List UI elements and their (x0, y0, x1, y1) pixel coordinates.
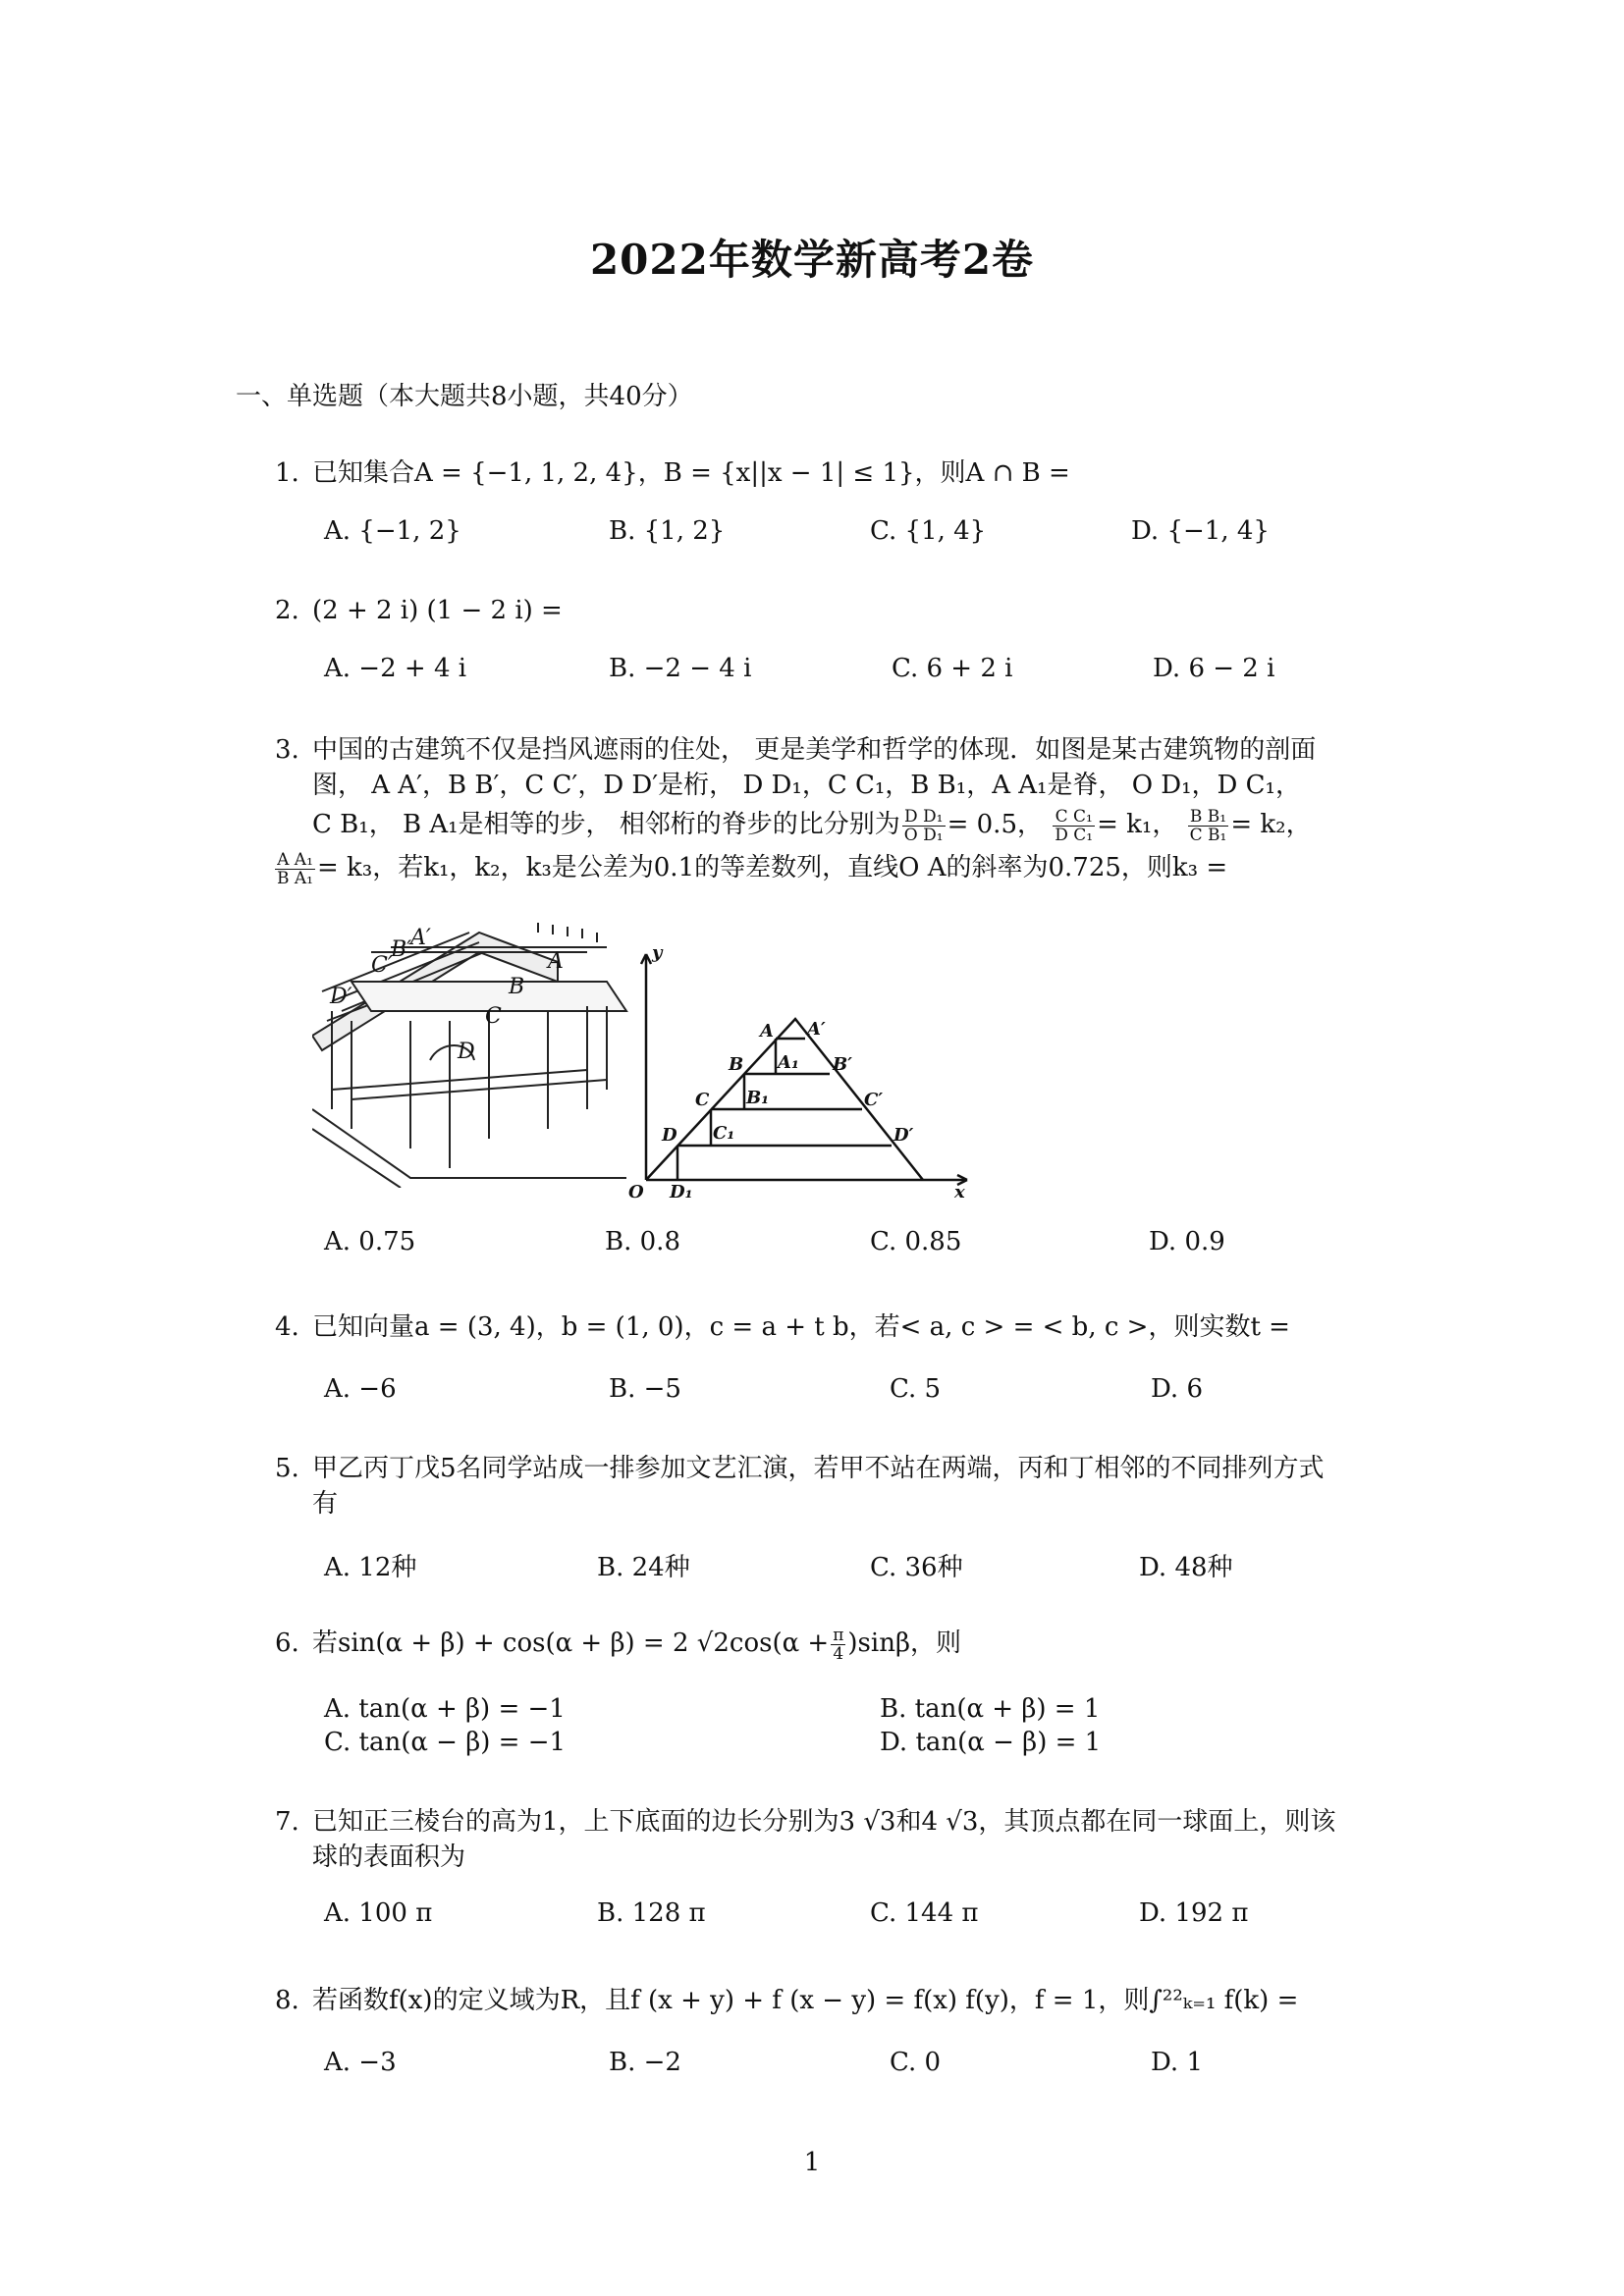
option-c: C. 36种 (870, 1553, 963, 1582)
question-stem-line-2: 球的表面积为 (312, 1842, 466, 1872)
stem-text: = k₂， (1230, 810, 1312, 839)
question-stem-line-1: 已知正三棱台的高为1，上下底面的边长分别为3 √3和4 √3，其顶点都在同一球面上，则该 (312, 1807, 1336, 1837)
label-c-prime: C′ (864, 1090, 884, 1110)
label-c: C (695, 1090, 710, 1110)
stem-text: C B₁， B A₁是相等的步， 相邻桁的脊步的比分别为 (312, 810, 900, 839)
option-d: D. 6 − 2 i (1153, 654, 1275, 683)
label-b-prime: B′ (833, 1054, 852, 1075)
triangle-diagram (628, 944, 972, 1200)
option-c: C. {1, 4} (870, 516, 987, 546)
numerator: C C₁ (1053, 808, 1095, 827)
question-number: 3. (275, 735, 299, 765)
option-c: C. 0 (890, 2048, 942, 2077)
option-d: D. tan(α − β) = 1 (880, 1728, 1102, 1757)
question-number: 6. (275, 1629, 299, 1658)
option-a: A. tan(α + β) = −1 (324, 1694, 566, 1724)
option-b: B. −5 (609, 1374, 681, 1404)
label-a1: A₁ (778, 1052, 799, 1073)
question-stem (312, 1625, 961, 1664)
question-3 (275, 732, 1394, 889)
question-number: 2. (275, 596, 299, 625)
question-number: 8. (275, 1986, 299, 2015)
option-c: C. 144 π (870, 1898, 979, 1928)
label-b: B (729, 1054, 744, 1075)
label-d1: D₁ (670, 1182, 693, 1200)
question-number: 5. (275, 1454, 299, 1483)
label-b: B (509, 975, 525, 999)
denominator: O D₁ (903, 825, 944, 845)
question-stem-line-1: 中国的古建筑不仅是挡风遮雨的住处， 更是美学和哲学的体现．如图是某古建筑物的剖面 (312, 735, 1317, 765)
label-d: D (662, 1125, 677, 1146)
denominator: C B₁ (1189, 825, 1227, 845)
label-a-prime: A′ (410, 926, 431, 950)
question-stem: (2 + 2 i) (1 − 2 i) = (312, 596, 563, 625)
option-b: B. 0.8 (605, 1227, 680, 1256)
numerator: A A₁ (275, 851, 315, 870)
option-a: A. −6 (324, 1374, 397, 1404)
fraction-dd1-od1 (902, 808, 946, 844)
section-heading: 一、单选题（本大题共8小题，共40分） (236, 382, 693, 411)
option-d: D. {−1, 4} (1131, 516, 1270, 546)
question-stem-line-4 (273, 846, 1394, 889)
question-stem-line-2: 有 (312, 1489, 339, 1519)
label-d-prime: D′ (330, 985, 352, 1009)
option-a: A. 12种 (324, 1553, 417, 1582)
label-a-prime: A′ (807, 1019, 826, 1040)
option-d: D. 1 (1151, 2048, 1203, 2077)
option-a: A. −2 + 4 i (324, 654, 467, 683)
fraction-bb1-cb1 (1188, 808, 1229, 844)
stem-text: = k₃，若k₁，k₂，k₃是公差为0.1的等差数列，直线O A的斜率为0.725，则k₃ = (317, 853, 1228, 882)
option-c: C. 5 (890, 1374, 942, 1404)
option-a: A. {−1, 2} (324, 516, 461, 546)
question-4 (275, 1309, 1394, 1345)
option-d: D. 192 π (1139, 1898, 1249, 1928)
question-stem-line-3 (275, 803, 1394, 846)
question-1 (275, 455, 1394, 491)
denominator: D C₁ (1055, 825, 1094, 845)
label-y: y (652, 944, 663, 963)
label-a: A (760, 1021, 774, 1041)
option-c: C. tan(α − β) = −1 (324, 1728, 567, 1757)
option-b: B. 24种 (597, 1553, 690, 1582)
question-8 (275, 1983, 1394, 2018)
stem-text: 若sin(α + β) + cos(α + β) = 2 √2cos(α + (312, 1629, 830, 1658)
option-b: B. 128 π (597, 1898, 706, 1928)
label-c1: C₁ (713, 1123, 735, 1144)
denominator: 4 (833, 1643, 844, 1664)
option-a: A. 100 π (324, 1898, 433, 1928)
question-number: 7. (275, 1807, 299, 1837)
page-title: 2022年数学新高考2卷 (589, 236, 1035, 284)
option-d: D. 0.9 (1149, 1227, 1225, 1256)
option-b: B. −2 − 4 i (609, 654, 752, 683)
numerator: D D₁ (902, 808, 946, 827)
question-2 (275, 593, 1394, 628)
question-stem: 已知集合A = {−1, 1, 2, 4}，B = {x||x − 1| ≤ 1}，则A ∩ B = (312, 458, 1070, 488)
question-stem: 已知向量a = (3, 4)，b = (1, 0)，c = a + t b，若< a, c > = < b, c >，则实数t = (312, 1312, 1290, 1342)
fraction-aa1-ba1 (275, 851, 315, 887)
option-d: D. 48种 (1139, 1553, 1233, 1582)
building-illustration (312, 913, 628, 1188)
label-b-prime: B′ (391, 937, 412, 962)
label-d-prime: D′ (893, 1125, 914, 1146)
option-a: A. −3 (324, 2048, 397, 2077)
option-c: C. 0.85 (870, 1227, 962, 1256)
label-x: x (954, 1182, 965, 1200)
option-a: A. 0.75 (324, 1227, 416, 1256)
option-b: B. tan(α + β) = 1 (880, 1694, 1101, 1724)
label-origin: O (628, 1182, 644, 1200)
option-d: D. 6 (1151, 1374, 1203, 1404)
stem-text: = 0.5， (947, 810, 1043, 839)
denominator: B A₁ (277, 868, 313, 888)
label-a: A (548, 949, 564, 974)
question-6 (275, 1626, 1394, 1663)
numerator: π (833, 1625, 844, 1645)
label-c-prime: C′ (371, 953, 393, 978)
stem-text: )sinβ，则 (847, 1629, 961, 1658)
question-stem: 若函数f(x)的定义域为R，且f (x + y) + f (x − y) = f(x) f(y)，f = 1，则∫²²ₖ₌₁ f(k) = (312, 1986, 1299, 2015)
question-number: 4. (275, 1312, 299, 1342)
fraction-pi-over-4 (831, 1627, 845, 1663)
stem-text: = k₁， (1097, 810, 1178, 839)
option-b: B. −2 (609, 2048, 681, 2077)
question-7 (275, 1804, 1394, 1875)
question-stem-line-1: 甲乙丙丁戊5名同学站成一排参加文艺汇演，若甲不站在两端，丙和丁相邻的不同排列方式 (312, 1454, 1325, 1483)
option-b: B. {1, 2} (609, 516, 726, 546)
page-number: 1 (803, 2148, 821, 2177)
label-b1: B₁ (746, 1088, 770, 1108)
label-c: C (485, 1004, 502, 1029)
question-5 (275, 1451, 1394, 1522)
question-stem-line-2: 图， A A′，B B′，C C′，D D′是桁， D D₁，C C₁，B B₁，A A₁是脊， O D₁，D C₁， (312, 771, 1301, 800)
option-c: C. 6 + 2 i (892, 654, 1013, 683)
question-number: 1. (275, 458, 299, 488)
label-d: D (458, 1040, 475, 1064)
numerator: B B₁ (1188, 808, 1229, 827)
fraction-cc1-dc1 (1053, 808, 1095, 844)
